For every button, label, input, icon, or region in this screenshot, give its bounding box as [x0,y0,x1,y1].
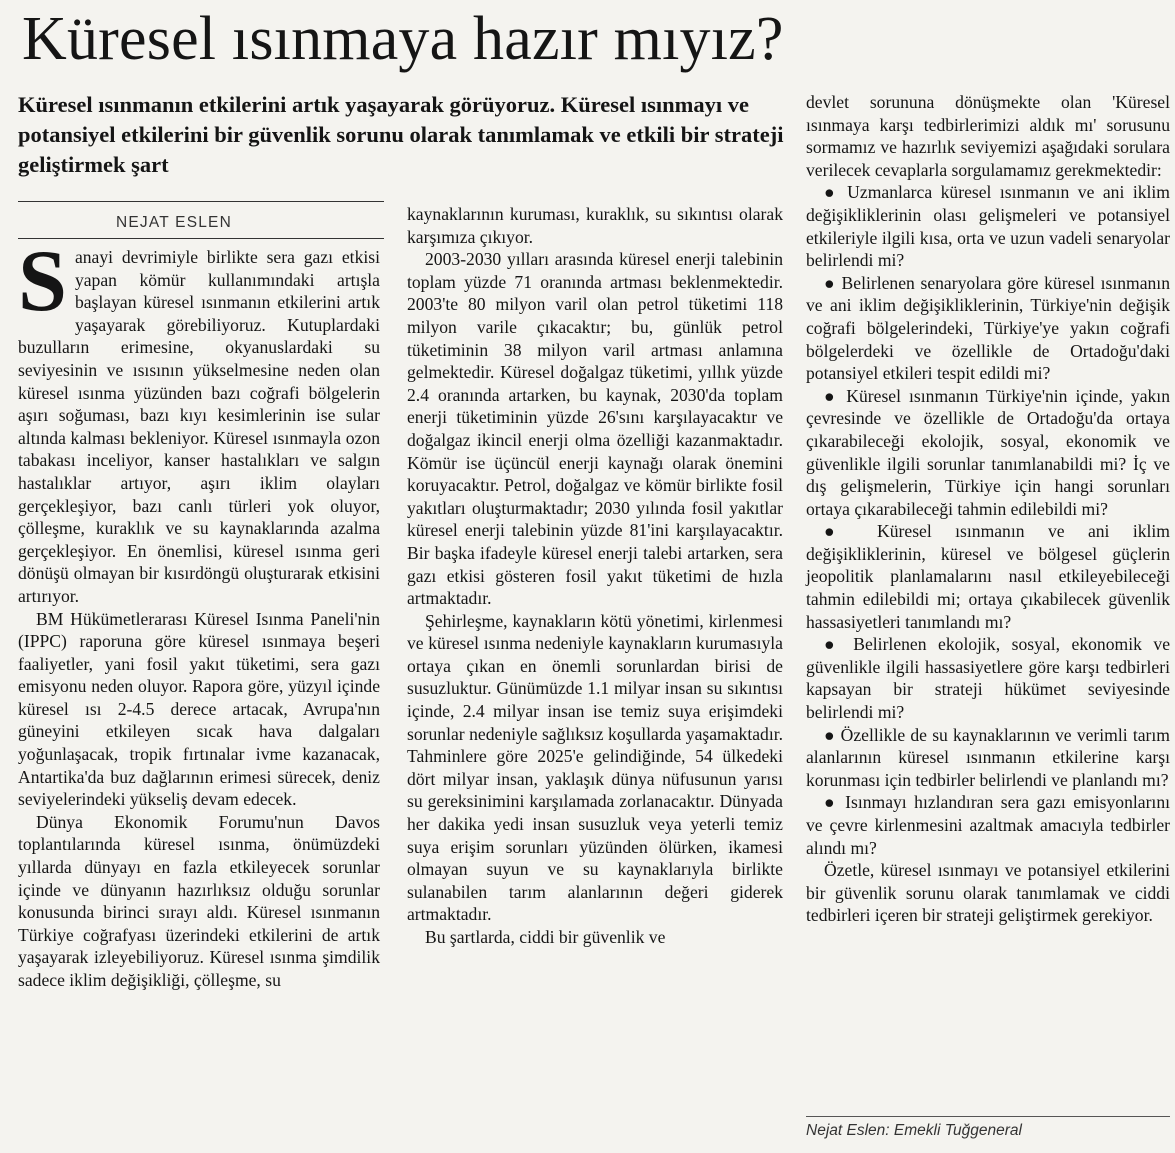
bullet-question: ● Küresel ısınmanın ve ani iklim değişikliklerinin, küresel ve bölgesel güçlerin jeopolitik planlamalarını nasıl etkileyebileceği tahmin edilebildi mi; ortaya çıkabilecek güvenlik hassasiyetleri tanımlandı mı? [806,521,1170,632]
bullet-question: ● Belirlenen senaryolara göre küresel ısınmanın ve ani iklim değişikliklerinin, Türkiye'nin değişik coğrafi bölgelerindeki, Türkiye'ye yakın coğrafi bölgelerdeki ve özellikle de Ortadoğu'daki potansiyel etkileri tespit edildi mi? [806,272,1170,384]
lead-paragraph: Küresel ısınmanın etkilerini artık yaşayarak görüyoruz. Küresel ısınmayı ve potansiyel etkilerini bir güvenlik sorunu olarak tanımlamak ve etkili bir strateji geliştirmek şart [18,92,784,177]
body-paragraph: Özetle, küresel ısınmayı ve potansiyel etkilerini bir güvenlik sorunu olarak tanımlamak ve ciddi tedbirleri içeren bir strateji geliştirmek gerekiyor. [806,860,1170,926]
column-3 [806,91,1170,927]
body-paragraph: kaynaklarının kuruması, kuraklık, su sıkıntısı olarak karşımıza çıkıyor. [407,204,783,247]
column-2 [407,203,783,949]
signature-rule [806,1116,1170,1117]
paragraph-text: anayi devrimiyle birlikte sera gazı etkisi yapan kömür kullanımındaki artışla başlayan küresel ısınmanın etkilerini artık yaşayarak görebiliyoruz. Kutuplardaki buzulların erimesine, okyanuslardaki su seviyesinin ve ısısının yükselmesine neden olan küresel ısınma yüzünden bazı coğrafi bölgelerin aşırı soğuması, bazı kıyı kesimlerinin ise sular altında kalması bekleniyor. Küresel ısınmayla ozon tabakası inceliyor, kanser hastalıkları ve salgın hastalıklar artıyor, aşırı iklim olayları gerçekleşiyor, bazı canlı türleri yok oluyor, çölleşme, kuraklık ve su kaynaklarında azalma gerçekleşiyor. En önemlisi, küresel ısınma geri dönüşü olmayan bir kısırdöngü oluşturarak etkisini artırıyor. [18,247,380,606]
bullet-question: ● Uzmanlarca küresel ısınmanın ve ani iklim değişikliklerinin olası gelişmeleri ve potansiyel etkileriyle ilgili kısa, orta ve uzun vadeli senaryolar belirlendi mi? [806,182,1170,271]
body-paragraph: 2003-2030 yılları arasında küresel enerji talebinin toplam yüzde 71 oranında artması beklenmektedir. 2003'te 80 milyon varil olan petrol tüketimi 118 milyon varile çıkacaktır; bu, günlük petrol tüketiminin 38 milyon varil artması anlamına gelmektedir. Küresel doğalgaz tüketimi, yıllık yüzde 2.4 oranında artarken, bu kaynak, 2030'da toplam enerji tüketiminin yüzde 26'sını karşılayacaktır ve doğalgaz ikincil enerji olma özelliği kazanmaktadır. Kömür ise üçüncül enerji kaynağı olarak önemini koruyacaktır. Petrol, doğalgaz ve kömür birlikte fosil yakıtları oluşturmaktadır; 2030 yılında fosil yakıtlar küresel enerji talebinin yüzde 81'ini karşılayacaktır. Bir başka ifadeyle küresel enerji talebi artarken, sera gazı etkisi gösteren fosil yakıt tüketimi de hızla artmaktadır. [407,249,783,609]
bullet-question: ● Küresel ısınmanın Türkiye'nin içinde, yakın çevresinde ve özellikle de Ortadoğu'da ortaya çıkarabileceği ekolojik, sosyal, ekonomik ve güvenlikle ilgili sorunlar tanımlanabildi mi? İç ve dış gelişmelerin, Türkiye için hangi sorunları ortaya çıkarabileceği tahmin edilebildi mi? [806,385,1170,519]
bullet-question: ● Belirlenen ekolojik, sosyal, ekonomik ve güvenlikle ilgili hassasiyetlere göre karşı tedbirleri kapsayan bir strateji hükümet seviyesinde belirlendi mi? [806,634,1170,723]
dropcap: S [18,233,67,330]
body-paragraph: Dünya Ekonomik Forumu'nun Davos toplantılarında küresel ısınma, önümüzdeki yıllarda dünyayı en fazla etkileyecek sorunlar içinde ve dünyanın hazırlıksız olduğu sorunlar konusunda birinci sırayı aldı. Küresel ısınmanın Türkiye coğrafyası üzerindeki etkilerini de artık yaşayarak izleyebiliyoruz. Küresel ısınma şimdilik sadece iklim değişikliği, çölleşme, su [18,811,380,990]
headline: Küresel ısınmaya hazır mıyız? [22,5,784,73]
body-paragraph: Bu şartlarda, ciddi bir güvenlik ve [425,927,666,947]
body-paragraph: BM Hükümetlerarası Küresel Isınma Paneli'nin (IPPC) raporuna göre küresel ısınmaya beşeri faaliyetler, yani fosil yakıt tüketimi, sera gazı emisyonu neden oluyor. Rapora göre, yüzyıl içinde küresel ısı 2-4.5 derece artacak, Avrupa'nın güneyini etkileyen sıcak hava dalgaları yoğunlaşacak, tropik fırtınalar ivme kazanacak, Antartika'da buz dağlarının erimesi sürecek, deniz seviyelerindeki yükseliş devam edecek. [18,608,380,810]
body-paragraph [18,233,380,608]
column-1 [18,233,380,992]
body-paragraph: devlet sorununa dönüşmekte olan 'Küresel ısınmaya karşı tedbirlerimizi aldık mı' sorusunu sormamız ve hazırlık seviyemizi aşağıdaki sorulara verilecek cevaplarla sorgulamamız gerekmektedir: [806,92,1170,180]
byline: NEJAT ESLEN [116,214,232,231]
body-paragraph: Şehirleşme, kaynakların kötü yönetimi, kirlenmesi ve küresel ısınma nedeniyle kaynakların kurumasıyla ortaya çıkan en önemli sorunlardan birisi de susuzluktur. Günümüzde 1.1 milyar insan su sıkıntısı içinde, 2.4 milyar insan ise temiz suya erişimdeki sorunlar nedeniyle sağlıksız koşullarda yaşamaktadır. Tahminlere göre 2025'e gelindiğinde, 54 ülkedeki dört milyar insan, yaklaşık dünya nüfusunun yarısı su gereksinimini karşılamada zorlanacaktır. Dünyada her dakika yedi insan susuzluk veya yeterli temiz suya erişim sorunları yüzünden ölürken, ikamesi olmayan suyun ve su kaynaklarıyla birlikte sulanabilen tarım alanlarının değeri giderek artmaktadır. [407,610,783,925]
author-signature: Nejat Eslen: Emekli Tuğgeneral [806,1122,1022,1139]
bullet-question: ● Isınmayı hızlandıran sera gazı emisyonlarını ve çevre kirlenmesini azaltmak amacıyla tedbirler alındı mı? [806,792,1170,858]
bullet-question: ● Özellikle de su kaynaklarının ve verimli tarım alanlarının küresel ısınmanın etkilerine karşı korunması için tedbirler belirlendi ve planlandı mı? [806,724,1170,790]
